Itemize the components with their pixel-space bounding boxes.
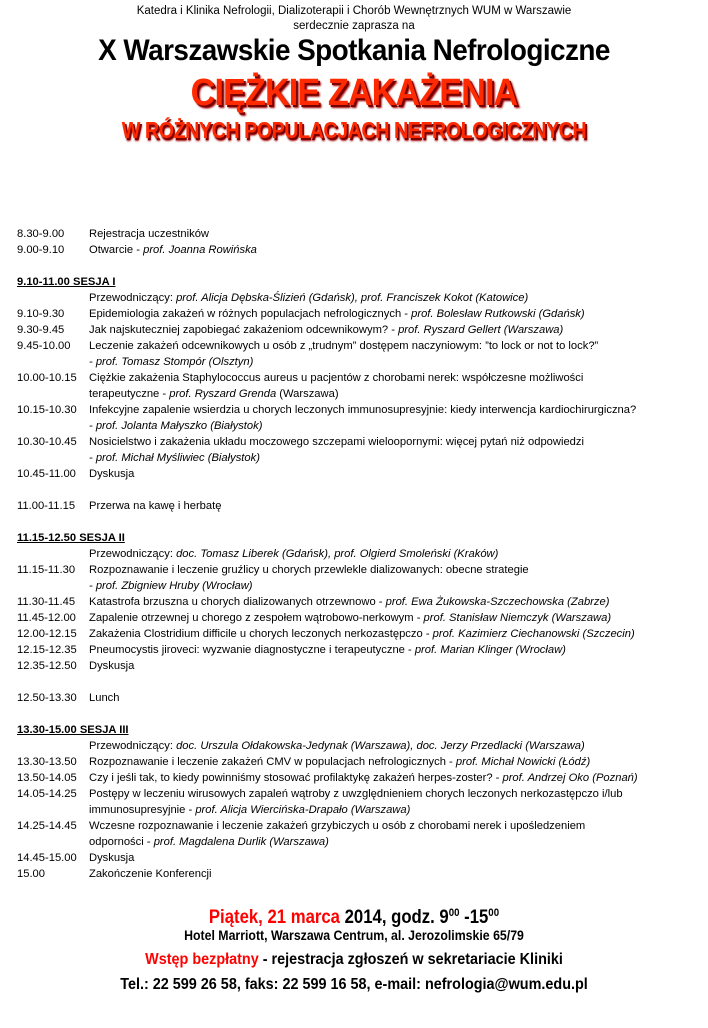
speaker-name: prof. Ryszard Grenda (169, 388, 277, 400)
row-text (89, 850, 697, 866)
row-time (17, 834, 89, 850)
session-chairs (17, 290, 697, 306)
row-text (89, 242, 697, 258)
spacer (17, 258, 697, 274)
row-time: 10.30-10.45 (17, 436, 77, 448)
row-time (17, 354, 89, 370)
speaker-name: - prof. Jolanta Małyszko (Białystok) (89, 420, 263, 432)
row-time: 13.30-13.50 (17, 756, 77, 768)
row-time (17, 418, 89, 434)
speaker-name: prof. Ryszard Gellert (Warszawa) (398, 324, 564, 336)
schedule-row (17, 754, 697, 770)
talk-title: Rejestracja uczestników (89, 228, 210, 240)
schedule-row (17, 450, 697, 466)
schedule-row (17, 818, 697, 834)
event-day-date: Piątek, 21 marca (208, 907, 340, 928)
speaker-name: prof. Joanna Rowińska (143, 244, 257, 256)
row-time: 10.00-10.15 (17, 372, 77, 384)
speaker-name: prof. Kazimierz Ciechanowski (Szczecin) (432, 628, 635, 640)
talk-title: Dyskusja (89, 468, 135, 480)
schedule-row (17, 610, 697, 626)
row-text (89, 466, 697, 482)
invite-line: serdecznie zaprasza na (293, 20, 415, 32)
speaker-name: - prof. Zbigniew Hruby (Wrocław) (89, 580, 253, 592)
row-text (89, 498, 697, 514)
schedule-row (17, 626, 697, 642)
speaker-name: prof. Marian Klinger (Wrocław) (414, 644, 566, 656)
row-time: 9.30-9.45 (17, 324, 65, 336)
row-time: 10.45-11.00 (17, 468, 76, 480)
session-chairs (17, 546, 697, 562)
speaker-name: prof. Stanisław Niemczyk (Warszawa) (423, 612, 612, 624)
schedule-row (17, 338, 697, 354)
session-heading: 11.15-12.50 SESJA II (17, 532, 125, 544)
chairs-label: Przewodniczący: (89, 740, 177, 752)
speaker-name: prof. Alicja Wiercińska-Drapało (Warszawa) (195, 804, 411, 816)
schedule-row (17, 370, 697, 386)
speaker-name: prof. Bolesław Rutkowski (Gdańsk) (411, 308, 585, 320)
speaker-name: prof. Magdalena Durlik (Warszawa) (153, 836, 329, 848)
row-time: 13.50-14.05 (17, 772, 77, 784)
talk-title: terapeutyczne - (89, 388, 170, 400)
row-time: 9.45-10.00 (17, 340, 71, 352)
row-time: 12.15-12.35 (17, 644, 77, 656)
schedule-row (17, 354, 697, 370)
entry-info (35, 950, 672, 970)
conference-title: X Warszawskie Spotkania Nefrologiczne (98, 34, 610, 67)
main-title: CIĘŻKIE ZAKAŻENIA (190, 72, 518, 114)
row-time (17, 386, 89, 402)
row-text (89, 578, 697, 594)
speaker-city: (Warszawa) (276, 388, 339, 400)
row-time: 10.15-10.30 (17, 404, 77, 416)
row-time (17, 802, 89, 818)
chairs-names: prof. Alicja Dębska-Ślizień (Gdańsk), prof. Franciszek Kokot (Katowice) (176, 292, 529, 304)
talk-title: Dyskusja (89, 660, 135, 672)
row-text (89, 450, 697, 466)
row-text (89, 690, 697, 706)
talk-title: Zakażenia Clostridium difficile u chorych leczonych nerkozastępczo - (89, 628, 433, 640)
row-text (89, 866, 697, 882)
event-year-time: 2014, godz. 9 (339, 907, 449, 928)
schedule-row (17, 306, 697, 322)
schedule-row (17, 322, 697, 338)
spacer (17, 514, 697, 530)
end-hour: -15 (459, 907, 489, 928)
row-time: 14.45-15.00 (17, 852, 77, 864)
talk-title: Rozpoznawanie i leczenie gruźlicy u chorych przewlekle dializowanych: obecne strategie (89, 564, 529, 576)
talk-title: Lunch (89, 692, 120, 704)
talk-title: Nosicielstwo i zakażenia układu moczowego szczepami wieloopornymi: więcej pytań niż odpowiedzi (89, 436, 584, 448)
talk-title: Katastrofa brzuszna u chorych dializowanych otrzewnowo - (89, 596, 386, 608)
contact-info: Tel.: 22 599 26 58, faks: 22 599 16 58, e-mail: nefrologia@wum.edu.pl (120, 976, 588, 993)
talk-title: Otwarcie - (89, 244, 144, 256)
registration-info: - rejestracja zgłoszeń w sekretariacie Kliniki (258, 951, 563, 968)
talk-title: Epidemiologia zakażeń w różnych populacjach nefrologicznych - (89, 308, 412, 320)
schedule-row (17, 562, 697, 578)
page-header (0, 4, 708, 144)
row-text (89, 802, 697, 818)
chairs-names: doc. Urszula Ołdakowska-Jedynak (Warszawa), doc. Jerzy Przedlacki (Warszawa) (176, 740, 585, 752)
schedule-row (17, 242, 697, 258)
schedule-row (17, 642, 697, 658)
row-text (89, 786, 697, 802)
row-time: 11.45-12.00 (17, 612, 76, 624)
row-text (89, 770, 697, 786)
talk-title: Pneumocystis jiroveci: wyzwanie diagnostyczne i terapeutyczne - (89, 644, 415, 656)
talk-title: Jak najskuteczniej zapobiegać zakażeniom odcewnikowym? - (89, 324, 399, 336)
start-minutes: 00 (448, 907, 460, 919)
spacer (17, 706, 697, 722)
schedule-row (17, 770, 697, 786)
chairs-label: Przewodniczący: (89, 292, 177, 304)
schedule-row (17, 786, 697, 802)
row-text (89, 354, 697, 370)
spacer (17, 482, 697, 498)
talk-title: odporności - (89, 836, 154, 848)
row-text (89, 562, 697, 578)
schedule-row (17, 578, 697, 594)
schedule-row (17, 226, 697, 242)
schedule-row (17, 466, 697, 482)
speaker-name: prof. Ewa Żukowska-Szczechowska (Zabrze) (385, 596, 610, 608)
row-text (89, 386, 697, 402)
schedule-row (17, 418, 697, 434)
entry-free-label: Wstęp bezpłatny (145, 951, 259, 968)
talk-title: Przerwa na kawę i herbatę (89, 500, 222, 512)
schedule-row (17, 386, 697, 402)
row-time: 15.00 (17, 868, 45, 880)
organizer-line: Katedra i Klinika Nefrologii, Dializoterapii i Chorób Wewnętrznych WUM w Warszawie (136, 5, 572, 17)
row-time: 12.50-13.30 (17, 692, 77, 704)
session-heading: 13.30-15.00 SESJA III (17, 724, 129, 736)
session-heading: 9.10-11.00 SESJA I (17, 276, 116, 288)
speaker-name: prof. Michał Nowicki (Łódź) (455, 756, 591, 768)
row-text (89, 642, 697, 658)
row-time: 12.00-12.15 (17, 628, 77, 640)
row-time: 11.00-11.15 (17, 500, 76, 512)
speaker-name: - prof. Michał Myśliwiec (Białystok) (89, 452, 260, 464)
row-time: 11.30-11.45 (17, 596, 76, 608)
talk-title: Zapalenie otrzewnej u chorego z zespołem wątrobowo-nerkowym - (89, 612, 424, 624)
talk-title: Infekcyjne zapalenie wsierdzia u chorych leczonych immunosupresyjnie: kiedy interwencja kardiochirurgiczna? (89, 404, 637, 416)
row-text (89, 754, 697, 770)
row-text (89, 370, 697, 386)
row-time: 9.10-9.30 (17, 308, 65, 320)
schedule-row (17, 658, 697, 674)
row-text (89, 834, 697, 850)
session-chairs (17, 738, 697, 754)
speaker-name: - prof. Tomasz Stompór (Olsztyn) (89, 356, 254, 368)
schedule-row (17, 866, 697, 882)
row-text (89, 322, 697, 338)
speaker-name: prof. Andrzej Oko (Poznań) (502, 772, 638, 784)
row-time: 9.00-9.10 (17, 244, 65, 256)
sub-title: W RÓŻNYCH POPULACJACH NEFROLOGICZNYCH (121, 117, 587, 143)
row-text (89, 594, 697, 610)
chairs-names: doc. Tomasz Liberek (Gdańsk), prof. Olgierd Smoleński (Kraków) (176, 548, 499, 560)
schedule-row (17, 850, 697, 866)
talk-title: Ciężkie zakażenia Staphylococcus aureus u pacjentów z chorobami nerek: współczesne możliwości (89, 372, 584, 384)
row-text (89, 338, 697, 354)
talk-title: Postępy w leczeniu wirusowych zapaleń wątroby z uwzględnieniem chorych leczonych nerkozastępczo i/lub (89, 788, 623, 800)
program-schedule (17, 226, 697, 882)
talk-title: immunosupresyjnie - (89, 804, 196, 816)
row-text (89, 434, 697, 450)
talk-title: Czy i jeśli tak, to kiedy powinniśmy stosować profilaktykę zakażeń herpes-zoster? - (89, 772, 503, 784)
row-time: 14.05-14.25 (17, 788, 77, 800)
row-time: 11.15-11.30 (17, 564, 76, 576)
talk-title: Leczenie zakażeń odcewnikowych u osób z „trudnym” dostępem naczyniowym: ”to lock or not to lock?” (89, 340, 599, 352)
end-minutes: 00 (488, 907, 500, 919)
schedule-row (17, 834, 697, 850)
talk-title: Wczesne rozpoznawanie i leczenie zakażeń grzybiczych u osób z chorobami nerek i upośledzeniem (89, 820, 586, 832)
schedule-row (17, 434, 697, 450)
row-text (89, 306, 697, 322)
talk-title: Zakończenie Konferencji (89, 868, 212, 880)
schedule-row (17, 402, 697, 418)
schedule-row (17, 498, 697, 514)
row-text (89, 658, 697, 674)
chairs-label: Przewodniczący: (89, 548, 177, 560)
row-text (89, 610, 697, 626)
schedule-row (17, 690, 697, 706)
schedule-row (17, 594, 697, 610)
talk-title: Dyskusja (89, 852, 135, 864)
schedule-row (17, 802, 697, 818)
row-time: 12.35-12.50 (17, 660, 77, 672)
spacer (17, 674, 697, 690)
row-time: 14.25-14.45 (17, 820, 77, 832)
row-text (89, 402, 697, 418)
row-time: 8.30-9.00 (17, 228, 65, 240)
row-text (89, 226, 697, 242)
row-time (17, 450, 89, 466)
row-time (17, 578, 89, 594)
row-text (89, 418, 697, 434)
event-place: Hotel Marriott, Warszawa Centrum, al. Jerozolimskie 65/79 (184, 927, 524, 943)
row-text (89, 818, 697, 834)
row-text (89, 626, 697, 642)
talk-title: Rozpoznawanie i leczenie zakażeń CMV w populacjach nefrologicznych - (89, 756, 456, 768)
